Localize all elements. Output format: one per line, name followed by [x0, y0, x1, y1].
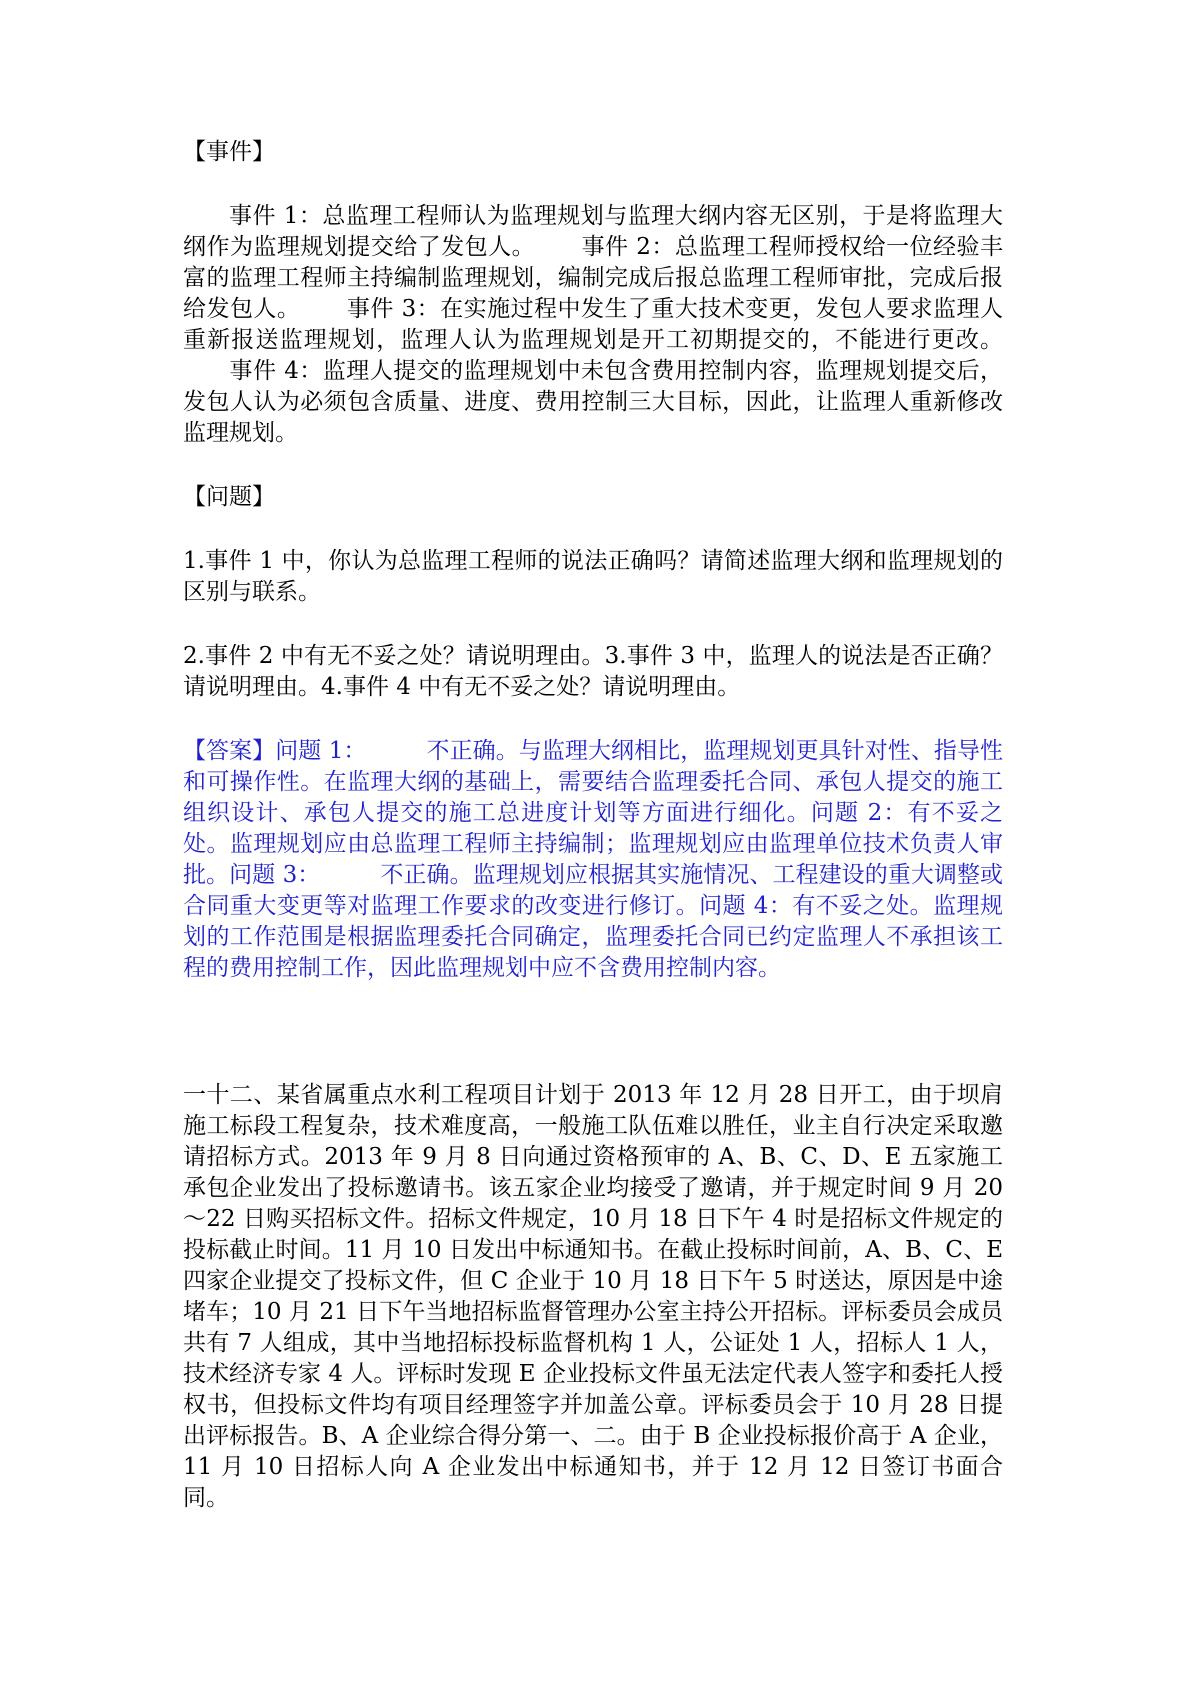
answer-paragraph: [183, 736, 1003, 984]
answer-2-text: 有不妥之处。监理规划应由总监理工程师主持编制；监理规划应由监理单位技术负责人审批。: [183, 800, 1003, 888]
question-3: 3.事件 3 中，监理人的说法是否正确？请说明理由。: [183, 643, 1003, 700]
events-heading: 【事件】: [183, 139, 275, 165]
case-12-paragraph: 一十二、某省属重点水利工程项目计划于 2013 年 12 月 28 日开工，由于坝肩施工标段工程复杂，技术难度高，一般施工队伍难以胜任，业主自行决定采取邀请招标方式。2013 年 9 月 8 日向通过资格预审的 A、B、C、D、E 五家施工承包企业发出了投标邀请书。该五家企业均接受了邀请，并于规定时间 9 月 20～22 日购买招标文件。招标文件规定，10 月 18 日下午 4 时是招标文件规定的投标截止时间。11 月 10 日发出中标通知书。在截止投标时间前，A、B、C、E 四家企业提交了投标文件，但 C 企业于 10 月 18 日下午 5 时送达，原因是中途堵车；10 月 21 日下午当地招标监督管理办公室主持公开招标。评标委员会成员共有 7 人组成，其中当地招标投标监督机构 1 人，公证处 1 人，招标人 1 人，技术经济专家 4 人。评标时发现 E 企业投标文件虽无法定代表人签字和委托人授权书，但投标文件均有项目经理签字并加盖公章。评标委员会于 10 月 28 日提出评标报告。B、A 企业综合得分第一、二。由于 B 企业投标报价高于 A 企业，11 月 10 日招标人向 A 企业发出中标通知书，并于 12 月 12 日签订书面合同。: [183, 1082, 1003, 1511]
answer-1-text: 不正确。与监理大纲相比，监理规划更具针对性、指导性和可操作性。在监理大纲的基础上，需要结合监理委托合同、承包人提交的施工组织设计、承包人提交的施工总进度计划等方面进行细化。: [183, 738, 1004, 826]
event-4: 事件 4：监理人提交的监理规划中未包含费用控制内容，监理规划提交后，发包人认为必须包含质量、进度、费用控制三大目标，因此，让监理人重新修改监理规划。: [183, 358, 1003, 446]
question-1: 1.事件 1 中，你认为总监理工程师的说法正确吗？请简述监理大纲和监理规划的区别与联系。: [183, 548, 1003, 605]
event-2: 事件 2：总监理工程师授权给一位经验丰富的监理工程师主持编制监理规划，编制完成后报总监理工程师审批，完成后报给发包人。: [183, 234, 1004, 322]
answer-2-title: 问题 2：: [810, 800, 908, 826]
events-paragraph: [183, 201, 1003, 449]
event-3: 事件 3：在实施过程中发生了重大技术变更，发包人要求监理人重新报送监理规划，监理人认为监理规划是开工初期提交的，不能进行更改。: [183, 296, 1004, 353]
answer-label: 【答案】: [183, 738, 276, 764]
question-2: 2.事件 2 中有无不妥之处？请说明理由。: [183, 643, 605, 669]
questions-heading: 【问题】: [183, 484, 275, 510]
answer-3-text: 不正确。监理规划应根据其实施情况、工程建设的重大调整或合同重大变更等对监理工作要求的改变进行修订。: [183, 862, 1004, 919]
questions-2-4: [183, 641, 1003, 703]
answer-4-text: 有不妥之处。监理规划的工作范围是根据监理委托合同确定，监理委托合同已约定监理人不承担该工程的费用控制工作，因此监理规划中应不含费用控制内容。: [183, 893, 1004, 981]
event-1: 事件 1：总监理工程师认为监理规划与监理大纲内容无区别，于是将监理大纲作为监理规划提交给了发包人。: [183, 203, 1003, 260]
answer-4-title: 问题 4：: [699, 893, 793, 919]
question-4: 4.事件 4 中有无不妥之处？请说明理由。: [321, 674, 741, 700]
answer-1-title: 问题 1：: [275, 738, 367, 764]
answer-3-title: 问题 3：: [229, 862, 321, 888]
document-content: [183, 137, 1003, 1514]
